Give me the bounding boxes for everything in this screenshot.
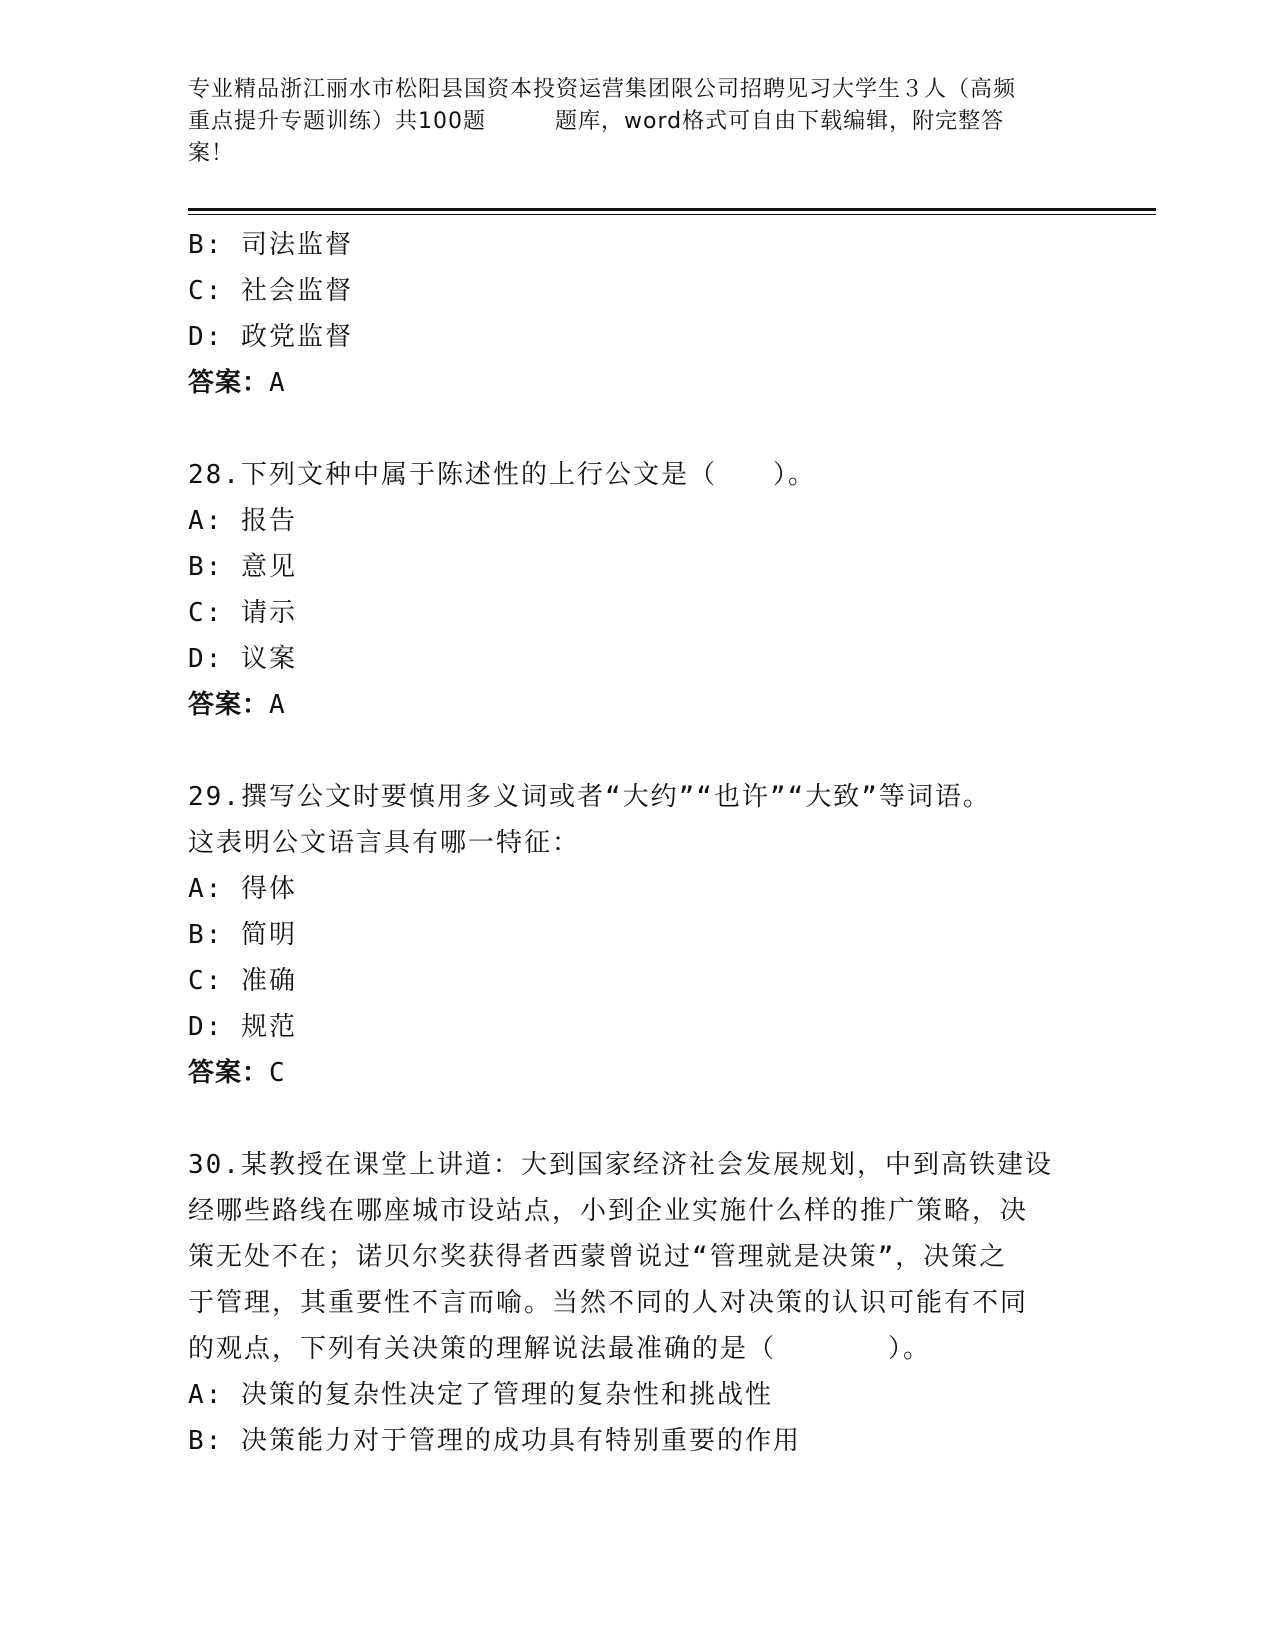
- option-b: B: 意见: [188, 552, 297, 582]
- question-stem-line-2: 这表明公文语言具有哪一特征：: [188, 828, 581, 858]
- answer-value: A: [269, 690, 286, 720]
- header-line-2: 重点提升专题训练）共100题 题库，word格式可自由下载编辑，附完整答: [188, 109, 1005, 134]
- answer-line: [188, 682, 1088, 728]
- answer-label: 答案：: [188, 368, 270, 398]
- question-stem-line-5: 的观点，下列有关决策的理解说法最准确的是（ ）。: [188, 1334, 932, 1364]
- header-line-1: 专业精品浙江丽水市松阳县国资本投资运营集团限公司招聘见习大学生３人（高频: [188, 77, 1017, 102]
- question-29: [188, 774, 1088, 1096]
- question-stem-line-4: 于管理，其重要性不言而喻。当然不同的人对决策的认识可能有不同: [188, 1288, 1029, 1318]
- question-stem-line-3: 策无处不在；诺贝尔奖获得者西蒙曾说过“管理就是决策”，决策之: [188, 1242, 1008, 1272]
- option-a: A: 报告: [188, 506, 297, 536]
- option-d: D: 政党监督: [188, 322, 353, 352]
- header-divider-thin: [188, 214, 1156, 215]
- answer-label: 答案：: [188, 690, 270, 720]
- question-30: [188, 1142, 1088, 1464]
- option-a: A: 决策的复杂性决定了管理的复杂性和挑战性: [188, 1380, 773, 1410]
- option-d: D: 议案: [188, 644, 297, 674]
- option-c: C: 准确: [188, 966, 297, 996]
- option-b: B: 决策能力对于管理的成功具有特别重要的作用: [188, 1426, 801, 1456]
- option-b: B: 司法监督: [188, 230, 353, 260]
- question-28: [188, 452, 1088, 728]
- header-line-3: 案！: [188, 141, 235, 166]
- header-divider-thick: [188, 208, 1156, 211]
- document-header: [188, 74, 1088, 170]
- answer-line: [188, 1050, 1088, 1096]
- question-27-tail: [188, 222, 1088, 406]
- question-stem-line-2: 经哪些路线在哪座城市设站点，小到企业实施什么样的推广策略，决: [188, 1196, 1029, 1226]
- answer-line: [188, 360, 1088, 406]
- question-stem: 28.下列文种中属于陈述性的上行公文是（ ）。: [188, 460, 816, 490]
- option-a: A: 得体: [188, 874, 297, 904]
- question-stem-line-1: 29.撰写公文时要慎用多义词或者“大约”“也许”“大致”等词语。: [188, 782, 991, 812]
- answer-value: A: [269, 368, 286, 398]
- option-d: D: 规范: [188, 1012, 297, 1042]
- answer-value: C: [269, 1058, 286, 1088]
- answer-label: 答案：: [188, 1058, 270, 1088]
- option-c: C: 请示: [188, 598, 297, 628]
- question-stem-line-1: 30.某教授在课堂上讲道：大到国家经济社会发展规划，中到高铁建设: [188, 1150, 1053, 1180]
- question-content: [188, 222, 1088, 1464]
- option-b: B: 简明: [188, 920, 297, 950]
- option-c: C: 社会监督: [188, 276, 353, 306]
